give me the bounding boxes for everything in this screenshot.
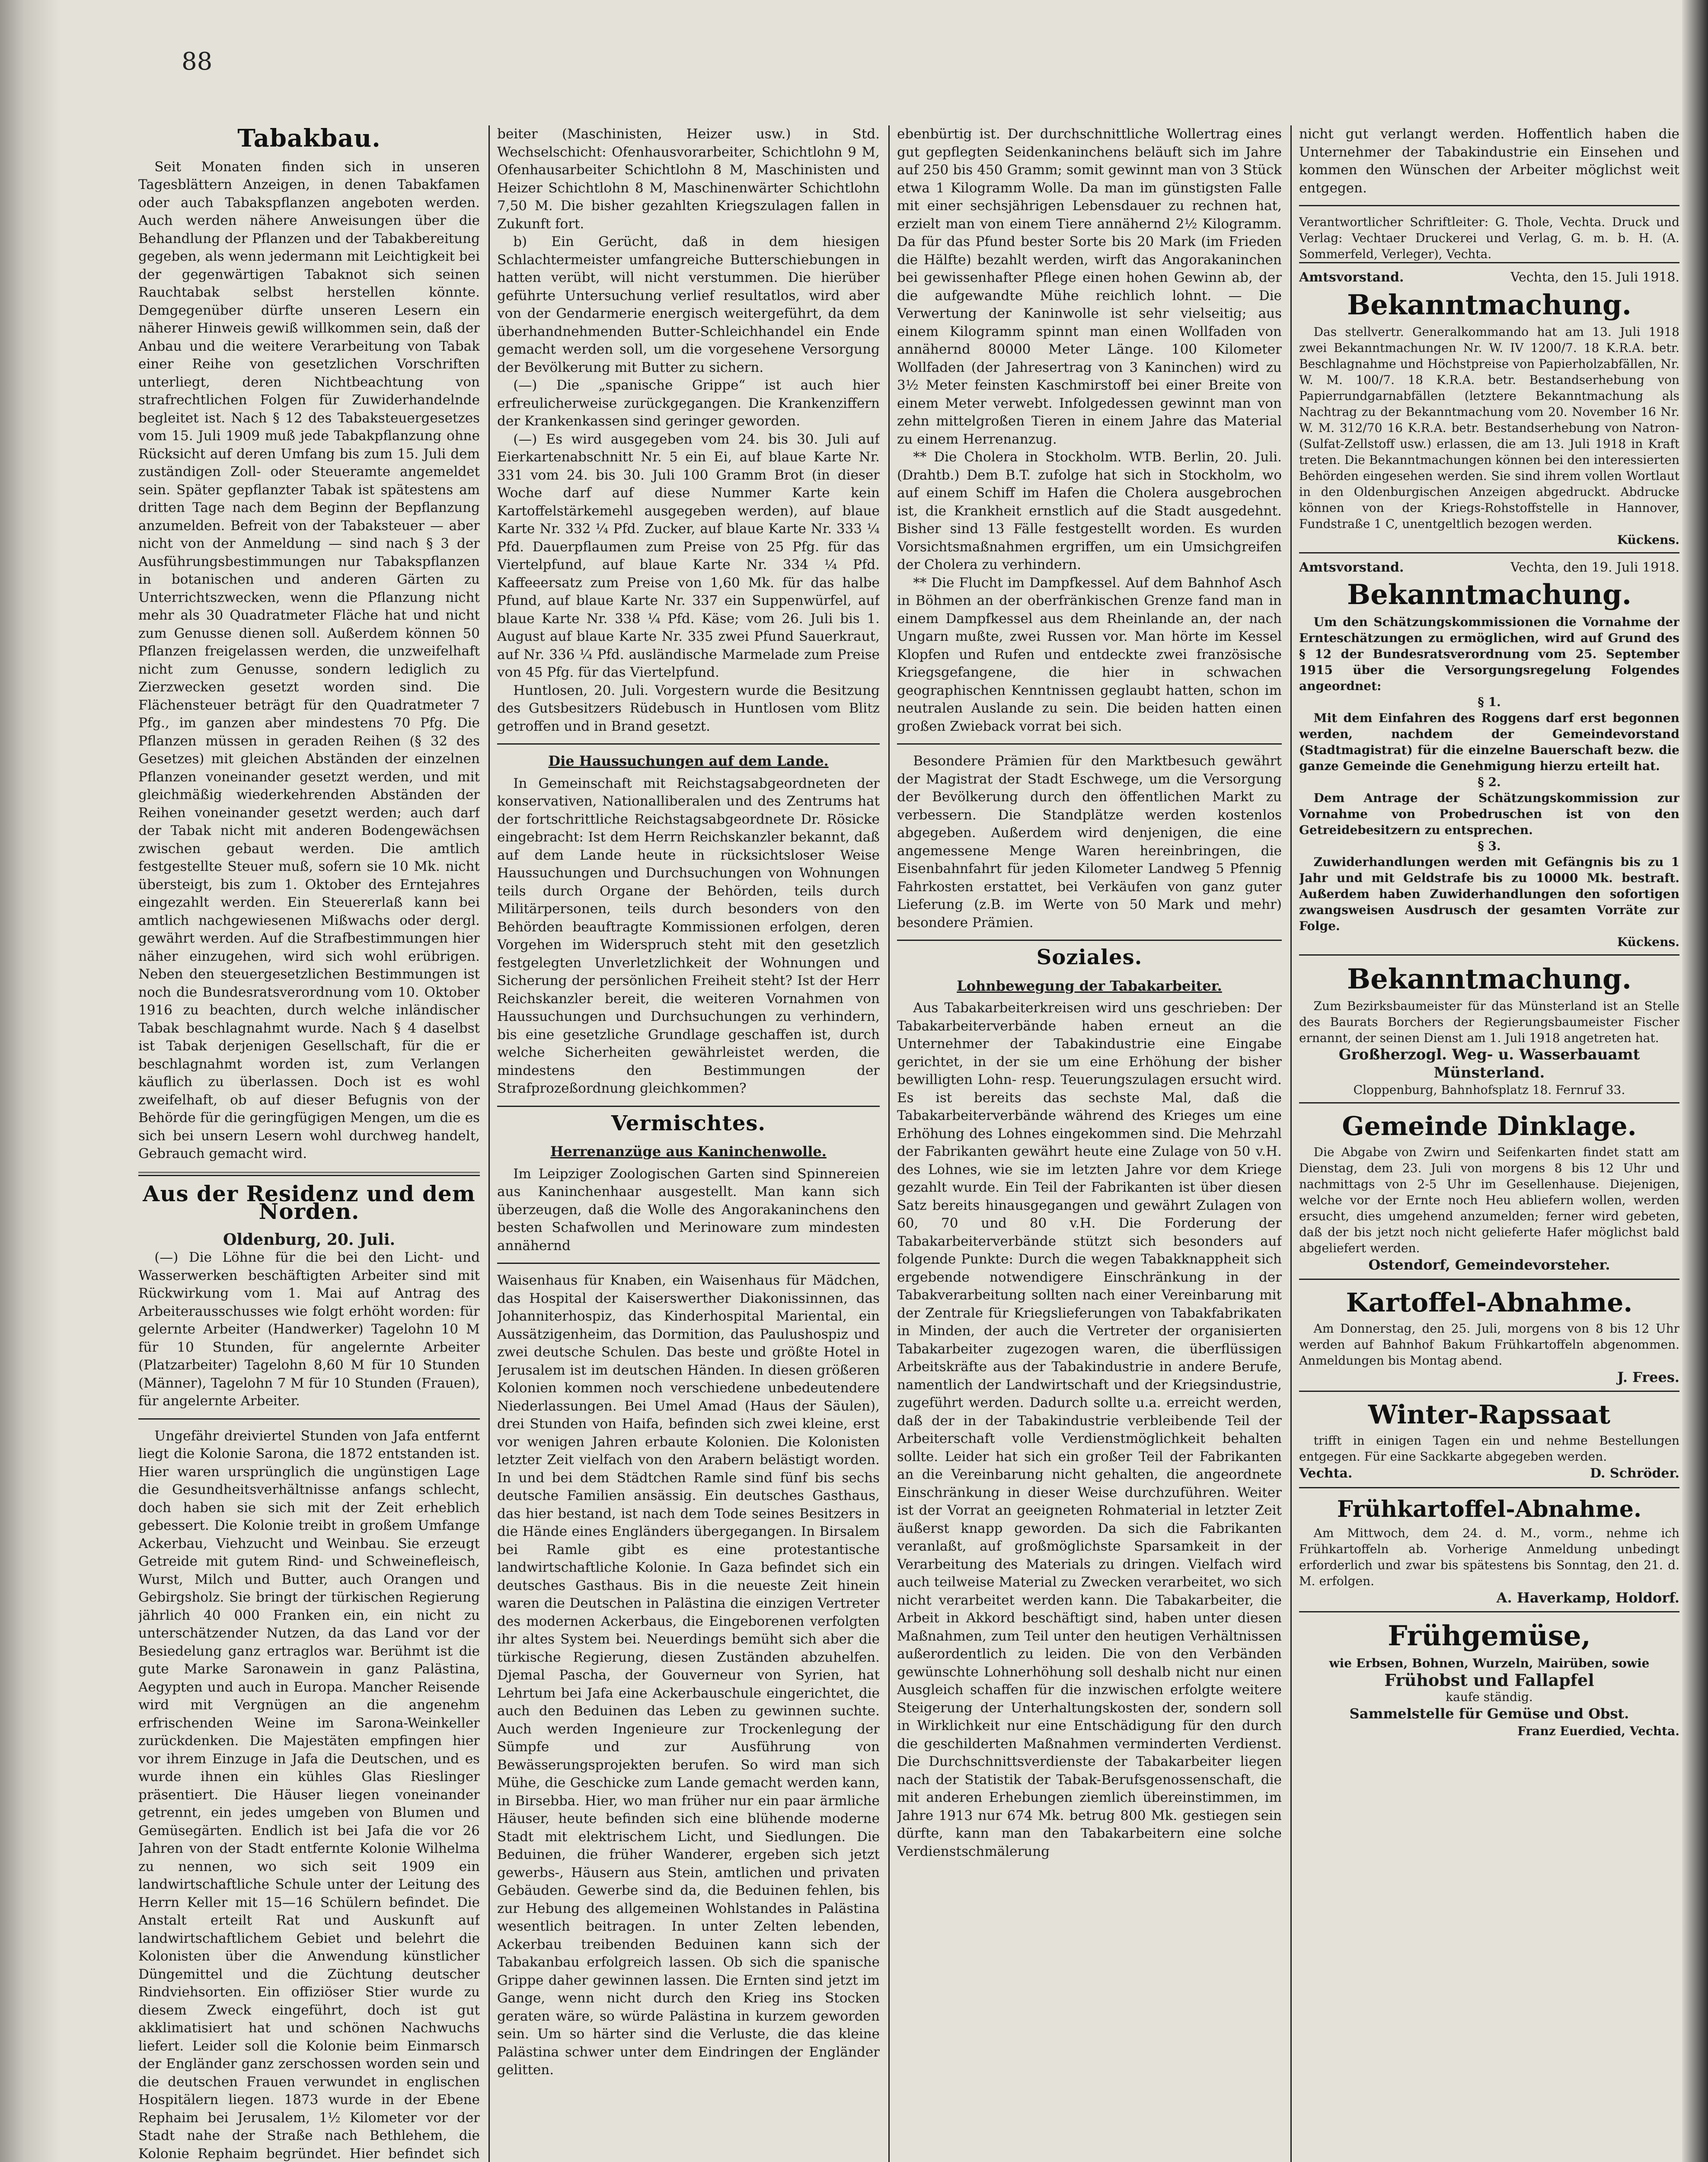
article-body-praemien: Besondere Prämien für den Marktbesuch gewährt der Magistrat der Stadt Eschwege, um die Versorgung der Bevölkerung durch den öffentlichen Markt zu verbessern. Die Standplätze werden kostenlos abgegeben. Außerdem wird denjenigen, die eine angemessene Menge Waren hereinbringen, die Eisenbahnfahrt für jeden Kilometer Landweg 5 Pfennig Fahrkosten erstattet, bei Verkäufen von ganz guter Lieferung (z.B. im Werte von 50 Mark und mehr) besondere Prämien. [897, 753, 1282, 931]
separator [138, 1418, 480, 1420]
column-rule-2 [888, 125, 890, 2162]
article-body-haussuchungen: In Gemeinschaft mit Reichstagsabgeordneten der konservativen, Nationalliberalen und des Zentrums hat der fortschrittliche Reichstagsabgeordnete Dr. Rösicke eingebracht: Ist dem Herrn Reichskanzler bekannt, daß auf dem Lande heute in rücksichtsloser Weise Haussuchungen und Durchsuchungen von Wohnungen teils durch Organe der Behörden, teils durch Militärpersonen, teils durch besonders von den Behörden beauftragte Kommissionen erfolgen, deren Vorgehen im Widerspruch steht mit den gesetzlich festgelegten Unverletzlichkeit der Wohnungen und Sicherung der persönlichen Freiheit steht? Ist der Herr Reichskanzler bereit, die weiteren Vornahmen von Haussuchungen und Durchsuchungen zu verhindern, bis eine gesetzliche Grundlage geschaffen ist, durch welche Sicherheiten gewährleistet werden, die mindestens den Bestimmungen der Strafprozeßordnung gleichkommen? [497, 775, 880, 1096]
ad1-signature: Kückens. [1617, 532, 1679, 547]
ad-bekanntmachung-1 [1299, 262, 1679, 552]
separator [897, 743, 1282, 745]
ad-fruehkartoffel-abnahme [1299, 1487, 1679, 1612]
ad2-intro: Um den Schätzungskommissionen die Vornahme der Ernteschätzungen zu ermöglichen, wird auf Grund des § 12 der Bundesratsverordnung vom 25. September 1915 über die Versorgungsregelung Folgendes angeordnet: [1299, 614, 1679, 693]
ad5-title: Kartoffel-Abnahme. [1346, 1287, 1633, 1318]
column-2 [497, 125, 880, 2162]
ad1-office: Amtsvorstand. [1299, 270, 1404, 285]
ad6-signature: D. Schröder. [1590, 1466, 1679, 1481]
article-body-ausgabe: (—) Es wird ausgegeben vom 24. bis 30. Juli auf Eierkartenabschnitt Nr. 5 ein Ei, auf blaue Karte Nr. 331 vom 24. bis 30. Juli 100 Gramm Brot (in dieser Woche darf auf diese Nummer Karte kein Kartoffelstärkemehl ausgegeben werden), auf blaue Karte Nr. 332 ¼ Pfd. Zucker, auf blaue Karte Nr. 333 ¼ Pfd. Dauerpflaumen zum Preise von 25 Pfg. für das Viertelpfund, auf blaue Karte Nr. 334 ¼ Pfd. Kaffeeersatz zum Preise von 1,60 Mk. für das halbe Pfund, auf blaue Karte Nr. 337 ein Suppenwürfel, auf blaue Karte Nr. 338 ¼ Pfd. Käse; vom 26. Juli bis 1. August auf blaue Karte Nr. 335 zwei Pfund Sauerkraut, auf Nr. 336 ¼ Pfd. ausländische Marmelade zum Preise von 45 Pfg. für das Viertelpfund. [497, 431, 880, 680]
dateline-oldenburg: Oldenburg, 20. Juli. [223, 1230, 396, 1249]
ad8-line3: kaufe ständig. [1446, 1690, 1533, 1705]
column-3 [897, 125, 1282, 2162]
ad2-para1-head: § 1. [1478, 694, 1501, 709]
separator [138, 1172, 480, 1176]
section-title-residenz: Aus der Residenz und dem Norden. [143, 1180, 476, 1224]
separator [897, 940, 1282, 941]
ad-bekanntmachung-3 [1299, 954, 1679, 1102]
ad2-para3: Zuwiderhandlungen werden mit Gefängnis bis zu 1 Jahr und mit Geldstrafe bis zu 10000 Mk. bestraft. Außerdem haben Zuwiderhandlungen den sofortigen zwangsweisen Ausdrusch der gesamten Vorräte zur Folge. [1299, 854, 1679, 933]
ad6-place: Vechta. [1299, 1466, 1353, 1481]
article-body-wollertrag: ebenbürtig ist. Der durchschnittliche Wollertrag eines gut gepflegten Seidenkaninchens beläuft sich im Jahre auf 250 bis 450 Gramm; somit gewinnt man von 3 Stück etwa 1 Kilogramm Wolle. Da man im günstigsten Falle mit einer sechsjährigen Lebensdauer zu rechnen hat, erzielt man von einem Tiere annähernd 2½ Kilogramm. Da für das Pfund bester Sorte bis 20 Mark (im Frieden die Hälfte) bezahlt werden, wirft das Angorakaninchen bei gewissenhafter Pflege einen hohen Gewinn ab, der die aufgewandte Mühe reichlich lohnt. — Die Verwertung der Kaninwolle ist sehr vielseitig; aus einem Kilogramm spinnt man einen Wollfaden von annähernd 80000 Meter Länge. 100 Kilometer Wollfaden (der Jahresertrag von 3 Kaninchen) wird zu 3½ Meter feinsten Kaschmirstoff bei einer Breite von einem Meter verwebt. Infolgedessen gewinnt man von zehn mittelgroßen Tieren in einem Jahre das Material zu einem Herrenanzug. [897, 126, 1282, 447]
ad7-signature: A. Haverkamp, Holdorf. [1496, 1589, 1679, 1606]
ad3-signature-office: Großherzogl. Weg- u. Wasserbauamt Münsterland. [1338, 1046, 1640, 1081]
column-1 [138, 125, 480, 2162]
ad-fruehgemuese [1299, 1611, 1679, 1743]
ad1-date: Vechta, den 15. Juli 1918. [1510, 270, 1679, 285]
ad7-title: Frühkartoffel-Abnahme. [1337, 1496, 1642, 1522]
article-body-huntlosen: Huntlosen, 20. Juli. Vorgestern wurde die Besitzung des Gutsbesitzers Rüdebusch in Huntlosen vom Blitz getroffen und in Brand gesetzt. [497, 682, 880, 734]
page-number: 88 [182, 48, 213, 76]
ad2-title: Bekanntmachung. [1347, 579, 1632, 611]
ad6-title: Winter-Rapssaat [1368, 1400, 1611, 1430]
ad3-title: Bekanntmachung. [1347, 963, 1632, 995]
ad-kartoffel-abnahme [1299, 1279, 1679, 1391]
article-body-lohnbewegung: Aus Tabakarbeiterkreisen wird uns geschrieben: Der Tabakarbeiterverbände haben erneut an die Unternehmer der Tabakindustrie eine Eingabe gerichtet, in der sie um eine Erhöhung der bisher bewilligten Lohn- resp. Teuerungszulagen ersucht wird. Es ist bereits das sechste Mal, daß die Tabakarbeiterverbände während des Krieges um eine Erhöhung des Lohnes eingekommen sind. Die Mehrzahl der Fabrikanten gewährt heute eine Zulage von 50 v.H. des Lohnes, wie sie im letzten Jahre vor dem Kriege gezahlt wurde. Ein Teil der Fabrikanten ist über diesen Satz bereits hinausgegangen und gewährt Zulagen von 60, 70 und 80 v.H. Die Forderung der Tabakarbeiterverbände stützt sich besonders auf folgende Punkte: Durch die wegen Tabakknappheit sich ergebende notwendigere Einschränkung in der Tabakverarbeitung sollten nach einer Vereinbarung mit der Zentrale für Kriegslieferungen von Tabakfabrikaten in Minden, der auch die Vertreter der organisierten Tabakarbeiter zugezogen waren, die überflüssigen Arbeitskräfte aus der Tabakindustrie in andere Berufe, namentlich der Landwirtschaft und der Kriegsindustrie, zugeführt werden. Dadurch sollte u.a. erreicht werden, daß der in der Tabakindustrie verbleibende Teil der Arbeiterschaft volle Verdienstmöglichkeit behalten sollte. Leider hat sich ein großer Teil der Fabrikanten an die Vereinbarung nicht gehalten, die angeordnete Einschränkung in dieser Weise durchzuführen. Weiter ist der Vorrat an geeigneten Rohmaterial in letzter Zeit äußerst knapp geworden. Da sich die Fabrikanten veranlaßt, auf großmöglichste Sparsamkeit in der Verarbeitung des Materials zu dringen. Vielfach wird auch teilweise Material zu Zwecken verarbeitet, wo sich nicht verarbeitet werden kann. Die Tabakarbeiter, die Arbeit in Akkord beschäftigt sind, haben unter diesen Maßnahmen, zum Teil unter den heutigen Verhältnissen außerordentlich zu leiden. Die von den Verbänden gewünschte Lohnerhöhung soll deshalb nicht nur einen Ausgleich schaffen für die inzwischen erfolgte weitere Steigerung der Unterhaltungskosten der, sondern soll in Wirklichkeit nur eine Entschädigung für den durch die geschilderten Maßnahmen verminderten Verdienst. Die Durchschnittsverdienste der Tabakarbeiter liegen nach der Statistik der Tabak-Berufsgenossenschaft, die mit anderen Erhebungen ziemlich übereinstimmen, im Jahre 1913 nur 674 Mk. betrug 800 Mk. gestiegen sein dürfte, kann man den Tabakarbeitern eine solche Verdienstschmälerung [897, 1000, 1282, 1859]
section-title-soziales: Soziales. [1036, 945, 1143, 969]
ad5-body: Am Donnerstag, den 25. Juli, morgens von 8 bis 12 Uhr werden auf Bahnhof Bakum Frühkartoffeln abgenommen. Anmeldungen bis Montag abend. [1299, 1321, 1679, 1368]
article-body-sarona: Ungefähr dreiviertel Stunden von Jafa entfernt liegt die Kolonie Sarona, die 1872 entstanden ist. Hier waren ursprünglich die ungünstigen Lage die Gesundheitsverhältnisse anfangs schlecht, doch haben sie sich mit der Zeit erheblich gebessert. Die Kolonie treibt in großem Umfange Ackerbau, Viehzucht und Weinbau. Sie erzeugt Getreide mit gutem Rind- und Schweinefleisch, Wurst, Milch und Butter, auch Orangen und Gebirgsholz. Sie bringt der türkischen Regierung jährlich 40 000 Franken ein, ein nicht zu unterschätzender Nutzen, da das Land vor der Besiedelung ganz ertraglos war. Berühmt ist die gute Marke Saronawein in ganz Palästina, Aegypten und auch in Europa. Mancher Reisende wird mit Vergnügen an die angenehm erfrischenden Weine im Sarona-Weinkeller zurückdenken. Die Majestäten empfingen hier vor ihrem Einzuge in Jafa die Deutschen, und es wurde ihnen ein kühles Glas Rieslinger präsentiert. Die Häuser liegen voneinander getrennt, ein jedes umgeben von Blumen und Gemüsegärten. Endlich ist bei Jafa die vor 26 Jahren von der Stadt entfernte Kolonie Wilhelma zu nennen, wo sich seit 1909 ein landwirtschaftliche Schule unter der Leitung des Herrn Keller mit 15—16 Schülern befindet. Die Anstalt erteilt Rat und Auskunft auf landwirtschaftlichem Gebiet und belehrt die Kolonisten über die Anwendung künstlicher Düngemittel und die Züchtung deutscher Rindviehsorten. Ein offiziöser Stier wurde zu diesem Zweck eingeführt, doch ist gut akklimatisiert hat und schönen Nachwuchs liefert. Leider soll die Kolonie beim Einmarsch der Engländer ganz zerschossen worden sein und die deutschen Frauen verwundet in englischen Hospitälern liegen. 1873 wurde in der Ebene Rephaim bei Jerusalem, 1½ Kilometer vor der Stadt nahe der Straße nach Bethlehem, die Kolonie Rephaim begründet. Hier befindet sich [138, 1428, 480, 2162]
ad-winter-rapssaat [1299, 1391, 1679, 1487]
ad2-signature: Kückens. [1617, 934, 1679, 949]
separator [497, 743, 880, 745]
ad4-signature: Ostendorf, Gemeindevorsteher. [1368, 1257, 1610, 1273]
ad8-line4: Sammelstelle für Gemüse und Obst. [1349, 1705, 1629, 1722]
column-rule-1 [488, 125, 490, 2162]
ad1-body: Das stellvertr. Generalkommando hat am 13. Juli 1918 zwei Bekanntmachungen Nr. W. IV 1200/7. 18 K.R.A. betr. Beschlagnahme und Höchstpreise von Papierholzabfällen, Nr. W. M. 100/7. 18 K.R.A. betr. Bestandserhebung von Papierrundgarnabfällen (letztere Bekanntmachung als Nachtrag zu der Bekanntmachung vom 20. November 16 Nr. W. M. 312/70 16 K.R.A. betr. Bestandserhebung von Natron-(Sulfat-Zellstoff usw.) erlassen, die am 13. Juli 1918 in Kraft treten. Die Bekanntmachungen können bei den interessierten Behörden eingesehen werden. Sie sind ihrem vollen Wortlaut in den Oldenburgischen Anzeigen abgedruckt. Abdrucke können von der Kriegs-Rohstoffstelle in Hannover, Fundstraße 1 C, unentgeltlich bezogen werden. [1299, 324, 1679, 531]
article-body-geruecht: b) Ein Gerücht, daß in dem hiesigen Schlachtermeister umfangreiche Butterschiebungen in hatten verübt, will nicht verstummen. Die hierüber geführte Untersuchung verlief resultatlos, wird aber von der Gendarmerie energisch weitergeführt, da dem überhandnehmenden Butter-Schleichhandel ein Ende gemacht werden soll, um die vorgesehene Versorgung der Bevölkerung mit Butter zu sichern. [497, 234, 880, 375]
ad8-title: Frühgemüse, [1388, 1620, 1591, 1653]
ad8-line1: wie Erbsen, Bohnen, Wurzeln, Mairüben, sowie [1329, 1656, 1650, 1670]
article-body-continued-col4: nicht gut verlangt werden. Hoffentlich haben die Unternehmer der Tabakindustrie ein Einsehen und kommen den Wünschen der Arbeiter möglichst weit entgegen. [1299, 126, 1679, 196]
ad-gemeinde-dinklage [1299, 1102, 1679, 1279]
ad3-signature-address: Cloppenburg, Bahnhofsplatz 18. Fernruf 33. [1353, 1083, 1625, 1097]
article-body-kaninchenwolle: Im Leipziger Zoologischen Garten sind Spinnereien aus Kaninchenhaar ausgestellt. Man kann sich überzeugen, daß die Wolle des Angorakaninchens den besten Schafwollen und Merinoware zum mindesten annähernd [497, 1166, 880, 1254]
article-body-continued: beiter (Maschinisten, Heizer usw.) in Std. Wechselschicht: Ofenhausvorarbeiter, Schichtlohn 9 M, Ofenhausarbeiter Schichtlohn 8 M, Maschinisten und Heizer Schichtlohn 8 M, Maschinenwärter Schichtlohn 7,50 M. Die bisher gezahlten Kriegszulagen fallen in Zukunft fort. [497, 126, 880, 232]
ad4-title: Gemeinde Dinklage. [1342, 1111, 1637, 1142]
separator [1299, 205, 1679, 206]
subheading-lohnbewegung: Lohnbewegung der Tabakarbeiter. [957, 977, 1222, 994]
article-body-lohne: (—) Die Löhne für die bei den Licht- und Wasserwerken beschäftigten Arbeiter sind mit Rückwirkung vom 1. Mai auf Antrag des Arbeiterausschusses wie folgt erhöht worden: für gelernte Arbeiter (Handwerker) Tagelohn 10 M für 10 Stunden, für angelernte Arbeiter (Platzarbeiter) Tagelohn 8,60 M für 10 Stunden (Männer), Tagelohn 7 M für 10 Stunden (Frauen), für angelernte Arbeiter. [138, 1250, 480, 1409]
ad6-body: trifft in einigen Tagen ein und nehme Bestellungen entgegen. Für eine Sackkarte abgegeben werden. [1299, 1433, 1679, 1464]
ad8-signature: Franz Euerdied, Vechta. [1517, 1724, 1679, 1738]
separator [497, 1106, 880, 1107]
ad5-signature: J. Frees. [1617, 1369, 1679, 1385]
subheading-haussuchungen: Die Haussuchungen auf dem Lande. [548, 753, 829, 769]
section-title-vermischtes: Vermischtes. [611, 1111, 766, 1135]
ad3-body: Zum Bezirksbaumeister für das Münsterland ist an Stelle des Baurats Borchers der Regierungsbaumeister Fischer ernannt, der seinen Dienst am 1. Juli 1918 angetreten hat. [1299, 999, 1679, 1046]
ad2-office: Amtsvorstand. [1299, 560, 1404, 575]
ad2-para3-head: § 3. [1478, 838, 1501, 853]
separator [497, 1263, 880, 1264]
subheading-herrenanzuege: Herrenanzüge aus Kaninchenwolle. [550, 1143, 827, 1160]
ad4-body: Die Abgabe von Zwirn und Seifenkarten findet statt am Dienstag, dem 23. Juli von morgens 8 bis 12 Uhr und nachmittags von 2-5 Uhr im Gesellenhause. Diejenigen, welche vor der Ernte noch Heu abliefern wollen, werden ersucht, dies umgehend anzumelden; ferner wird gebeten, daß der bis jetzt noch nicht gelieferte Hafer möglichst bald abgeliefert werden. [1299, 1145, 1679, 1256]
page-edge-shadow [1682, 0, 1708, 2162]
ad2-date: Vechta, den 19. Juli 1918. [1510, 560, 1679, 575]
ad7-body: Am Mittwoch, dem 24. d. M., vorm., nehme ich Frühkartoffeln ab. Vorherige Anmeldung unbedingt erforderlich und zwar bis spätestens bis Sonntag, den 21. d. M. erfolgen. [1299, 1526, 1679, 1588]
column-4 [1299, 125, 1679, 2162]
ad-bekanntmachung-2 [1299, 552, 1679, 954]
ad2-para2: Dem Antrage der Schätzungskommission zur Vornahme von Probedruschen ist von den Getreidebesitzern zu entsprechen. [1299, 790, 1679, 837]
article-body-cholera: ** Die Cholera in Stockholm. WTB. Berlin, 20. Juli. (Drahtb.) Dem B.T. zufolge hat sich in Stockholm, wo auf einem Schiff im Hafen die Cholera ausgebrochen ist, die Krankheit ernstlich auf die Stadt ausgedehnt. Bisher sind 13 Fälle festgestellt worden. Es wurden Vorsichtsmaßnahmen ergriffen, um ein Umsichgreifen der Cholera zu verhindern. [897, 449, 1282, 572]
ad1-title: Bekanntmachung. [1347, 288, 1632, 321]
article-body-grippe: (—) Die „spanische Grippe“ ist auch hier erfreulicherweise zurückgegangen. Die Krankenziffern der Krankenkassen sind geringer geworden. [497, 377, 880, 429]
article-title-tabakbau: Tabakbau. [237, 125, 381, 153]
ad2-para2-head: § 2. [1478, 774, 1501, 789]
article-body-waisenhaus: Waisenhaus für Knaben, ein Waisenhaus für Mädchen, das Hospital der Kaiserswerther Diakonissinnen, das Johanniterhospiz, das Kinderhospital Mariental, ein Aussätzigenheim, das Dormition, das Paulushospiz und zwei deutsche Schulen. Das beste und größte Hotel in Jerusalem ist im deutschen Händen. In diesen größeren Kolonien kommen noch verschiedene unbedeutendere Niederlassungen. Bei Umel Amad (Haus der Säulen), drei Stunden von Haifa, befinden sich zwei kleine, erst vor wenigen Jahren erbaute Kolonien. Die Kolonisten letzter Zeit vielfach von den Arabern belästigt worden. In und bei dem Städtchen Ramle sind fünf bis sechs deutsche Familien ansässig. Ein deutsches Gasthaus, das hier bestand, ist nach dem Tode seines Besitzers in die Hände eines Engländers übergegangen. In Birsalem bei Ramle gibt es eine protestantische landwirtschaftliche Kolonie. In Gaza befindet sich ein deutsches Gasthaus. Bis in die neueste Zeit hinein waren die Deutschen in Palästina die einzigen Vertreter des modernen Ackerbaus, die Eingeborenen verfolgten ihr altes System bei. Neuerdings bemüht sich aber die türkische Regierung, diesen Zuständen abzuhelfen. Djemal Pascha, der Gouverneur von Syrien, hat Lehrtum bei Jafa eine Ackerbauschule eingerichtet, die auch den Beduinen das Leben zu gewinnen suchte. Auch werden Ingenieure zur Trockenlegung der Sümpfe und zur Ausführung von Bewässerungsprojekten berufen. So wird man sich Mühe, die Geschicke zum Lande gemacht werden kann, in Birsebba. Hier, wo man früher nur ein paar ärmliche Häuser, heute befinden sich eine blühende moderne Stadt mit elektrischem Licht, und Siedlungen. Die Beduinen, die früher Wanderer, ergeben sich jetzt gewerbs-, Häusern aus Stein, amtlichen und privaten Gebäuden. Gewerbe sind da, die Beduinen fehlen, bis zur Hebung des allgemeinen Wohlstandes in Palästina wesentlich beitragen. In unter Zelten lebenden, Ackerbau treibenden Beduinen kann sich der Tabakanbau erfolgreich lassen. Ob sich die spanische Grippe daher gewinnen lassen. Die Ernten sind jetzt im Gange, wenn nicht durch den Krieg ins Stocken geraten wäre, so würde Palästina in kurzem geworden sein. Um so härter sind die Verluste, die das kleine Palästina schwer unter dem Eindringen der Engländer gelitten. [497, 1273, 880, 2078]
column-rule-3 [1290, 125, 1292, 2162]
imprint: Verantwortlicher Schriftleiter: G. Thole, Vechta. Druck und Verlag: Vechtaer Druckerei und Verlag, G. m. b. H. (A. Sommerfeld, Verleger), Vechta. [1299, 215, 1679, 261]
ad8-line2: Frühobst und Fallapfel [1384, 1670, 1594, 1690]
ad2-para1: Mit dem Einfahren des Roggens darf erst begonnen werden, nachdem der Gemeindevorstand (Stadtmagistrat) für die einzelne Bauerschaft bezw. die ganze Gemeinde die Genehmigung hierzu erteilt hat. [1299, 710, 1679, 773]
page-binding-shadow [0, 0, 61, 2162]
article-body-flucht: ** Die Flucht im Dampfkessel. Auf dem Bahnhof Asch in Böhmen an der oberfränkischen Grenze fand man in einem Dampfkessel aus dem Rheinlande an, der nach Ungarn mußte, zwei Russen vor. Man hörte im Kessel Klopfen und Rufen und entdeckte zwei französische Kriegsgefangene, die hier in schwachen geographischen Kenntnissen geglaubt hatten, schon im neutralen Auslande zu sein. Die beiden hatten einen großen Zwieback vorrat bei sich. [897, 575, 1282, 734]
article-body-tabakbau: Seit Monaten finden sich in unseren Tagesblättern Anzeigen, in denen Tabakfamen oder auch Tabakspflanzen angeboten werden. Auch werden nähere Anweisungen über die Behandlung der Pflanzen und der Tabakbereitung gegeben, als wenn jedermann mit Leichtigkeit bei der gegenwärtigen Tabaknot sich seinen Rauchtabak selbst herstellen könnte. Demgegenüber dürfte unseren Lesern ein näherer Hinweis gewiß willkommen sein, daß der Anbau und die weitere Verarbeitung von Tabak einer Reihe von gesetzlichen Vorschriften unterliegt, deren Nichtbeachtung von strafrechtlichen Folgen für Zuwiderhandelnde begleitet ist. Nach § 12 des Tabaksteuergesetzes vom 15. Juli 1909 muß jede Tabakpflanzung ohne Rücksicht auf deren Umfang bis zum 15. Juli dem zuständigen Zoll- oder Steueramte angemeldet sein. Später gepflanzter Tabak ist spätestens am dritten Tage nach dem Beginn der Bepflanzung anzumelden. Befreit von der Tabaksteuer — aber nicht von der Anmeldung — sind nach § 3 der Ausführungsbestimmungen nur Tabakspflanzen in botanischen und anderen Gärten zu Unterrichtszwecken, wenn die Pflanzung nicht mehr als 30 Quadratmeter Fläche hat und nicht zum Genusse dienen soll. Außerdem können 50 Pflanzen freigelassen werden, die unzweifelhaft nicht zum Genusse, sondern lediglich zu Zierzwecken gesetzt worden sind. Die Flächensteuer beträgt für den Quadratmeter 7 Pfg., im ganzen aber mindestens 70 Pfg. Die Pflanzen müssen in geraden Reihen (§ 32 des Gesetzes) mit gleichen Abständen der einzelnen Pflanzen voneinander gesetzt werden, und mit gleichmäßig wiederkehrenden Abständen der Reihen voneinander gesetzt werden; auch darf der Tabak nicht mit anderen Bodengewächsen zwischen gebaut werden. Die amtlich festgestellte Steuer muß, sofern sie 10 Mk. nicht übersteigt, bis zum 1. Oktober des Erntejahres eingezahlt werden. Ein Steuererlaß kann bei amtlich nachgewiesenen Mißwachs oder dergl. gewährt werden. Auf die Strafbestimmungen hier näher einzugehen, wird sich wohl erübrigen. Neben den steuergesetzlichen Bestimmungen ist noch die Bundesratsverordnung vom 10. Oktober 1916 zu beachten, durch welche inländischer Tabak beschlagnahmt wurde. Nach § 4 daselbst ist Tabak derjenigen Gesellschaft, für die er beschlagnahmt worden ist, zum Verlangen käuflich zu überlassen. Doch ist es wohl zweifelhaft, ob auf dieser Befugnis von der Behörde für die geringfügigen Mengen, um die es sich bei unsern Lesern wohl durchweg handelt, Gebrauch gemacht wird. [138, 159, 480, 1161]
